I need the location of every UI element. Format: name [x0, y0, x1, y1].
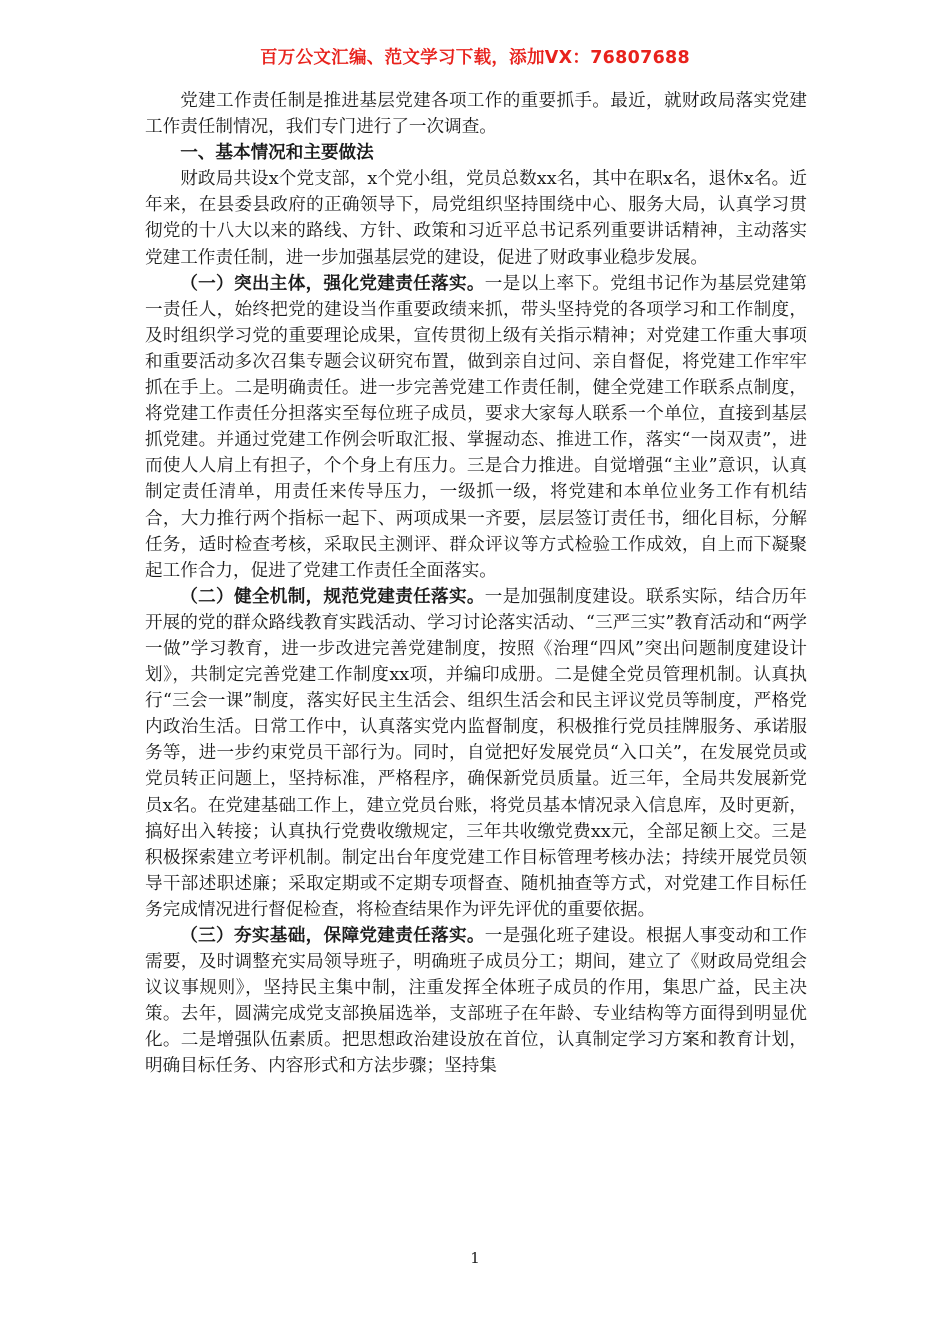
- subsection-lead-2: （二）健全机制，规范党建责任落实。: [180, 585, 485, 607]
- document-body: [145, 88, 807, 1080]
- subsection-paragraph-2: [145, 584, 807, 923]
- subsection-paragraph-1: [145, 271, 807, 584]
- subsection-lead-3: （三）夯实基础，保障党建责任落实。: [180, 925, 485, 946]
- subsection-lead-1: （一）突出主体，强化党建责任落实。: [180, 272, 485, 294]
- subsection-text-3: 一是强化班子建设。根据人事变动和工作需要，及时调整充实局领导班子，明确班子成员分工；期间，建立了《财政局党组会议议事规则》，坚持民主集中制，注重发挥全体班子成员的作用，集思广益，民主决策。去年，圆满完成党支部换届选举，支部班子在年龄、专业结构等方面得到明显优化。二是增强队伍素质。把思想政治建设放在首位，认真制定学习方案和教育计划，明确目标任务、内容形式和方法步骤；坚持集: [145, 926, 807, 1077]
- section-heading: 一、基本情况和主要做法: [180, 142, 374, 164]
- subsection-text-1: 一是以上率下。党组书记作为基层党建第一责任人，始终把党的建设当作重要政绩来抓，带头坚持党的各项学习和工作制度，及时组织学习党的重要理论成果，宣传贯彻上级有关指示精神；对党建工作重大事项和重要活动多次召集专题会议研究布置，做到亲自过问、亲自督促，将党建工作牢牢抓在手上。二是明确责任。进一步完善党建工作责任制，健全党建工作联系点制度，将党建工作责任分担落实至每位班子成员，要求大家每人联系一个单位，直接到基层抓党建。并通过党建工作例会听取汇报、掌握动态、推进工作，落实“一岗双责”，进而使人人肩上有担子，个个身上有压力。三是合力推进。自觉增强“主业”意识，认真制定责任清单，用责任来传导压力，一级抓一级，将党建和本单位业务工作有机结合，大力推行两个指标一起下、两项成果一齐要，层层签订责任书，细化目标，分解任务，适时检查考核，采取民主测评、群众评议等方式检验工作成效，自上而下凝聚起工作合力，促进了党建工作责任全面落实。: [145, 273, 807, 581]
- overview-paragraph: 财政局共设x个党支部，x个党小组，党员总数xx名，其中在职x名，退休x名。近年来，在县委县政府的正确领导下，局党组织坚持围绕中心、服务大局，认真学习贯彻党的十八大以来的路线、方针、政策和习近平总书记系列重要讲话精神，主动落实党建工作责任制，进一步加强基层党的建设，促进了财政事业稳步发展。: [145, 169, 807, 268]
- subsection-paragraph-3: [145, 923, 807, 1080]
- intro-paragraph: 党建工作责任制是推进基层党建各项工作的重要抓手。最近，就财政局落实党建工作责任制情况，我们专门进行了一次调查。: [145, 91, 807, 138]
- page-number: 1: [470, 1249, 480, 1267]
- subsection-text-2: 一是加强制度建设。联系实际，结合历年开展的党的群众路线教育实践活动、学习讨论落实活动、“三严三实”教育活动和“两学一做”学习教育，进一步改进完善党建制度，按照《治理“四风”突出问题制度建设计划》，共制定完善党建工作制度xx项，并编印成册。二是健全党员管理机制。认真执行“三会一课”制度，落实好民主生活会、组织生活会和民主评议党员等制度，严格党内政治生活。日常工作中，认真落实党内监督制度，积极推行党员挂牌服务、承诺服务等，进一步约束党员干部行为。同时，自觉把好发展党员“入口关”，在发展党员或党员转正问题上，坚持标准，严格程序，确保新党员质量。近三年，全局共发展新党员x名。在党建基础工作上，建立党员台账，将党员基本情况录入信息库，及时更新，搞好出入转接；认真执行党费收缴规定，三年共收缴党费xx元，全部足额上交。三是积极探索建立考评机制。制定出台年度党建工作目标管理考核办法；持续开展党员领导干部述职述廉；采取定期或不定期专项督查、随机抽查等方式，对党建工作目标任务完成情况进行督促检查，将检查结果作为评先评优的重要依据。: [145, 586, 807, 920]
- download-banner: 百万公文汇编、范文学习下载，添加VX：76807688: [259, 48, 691, 68]
